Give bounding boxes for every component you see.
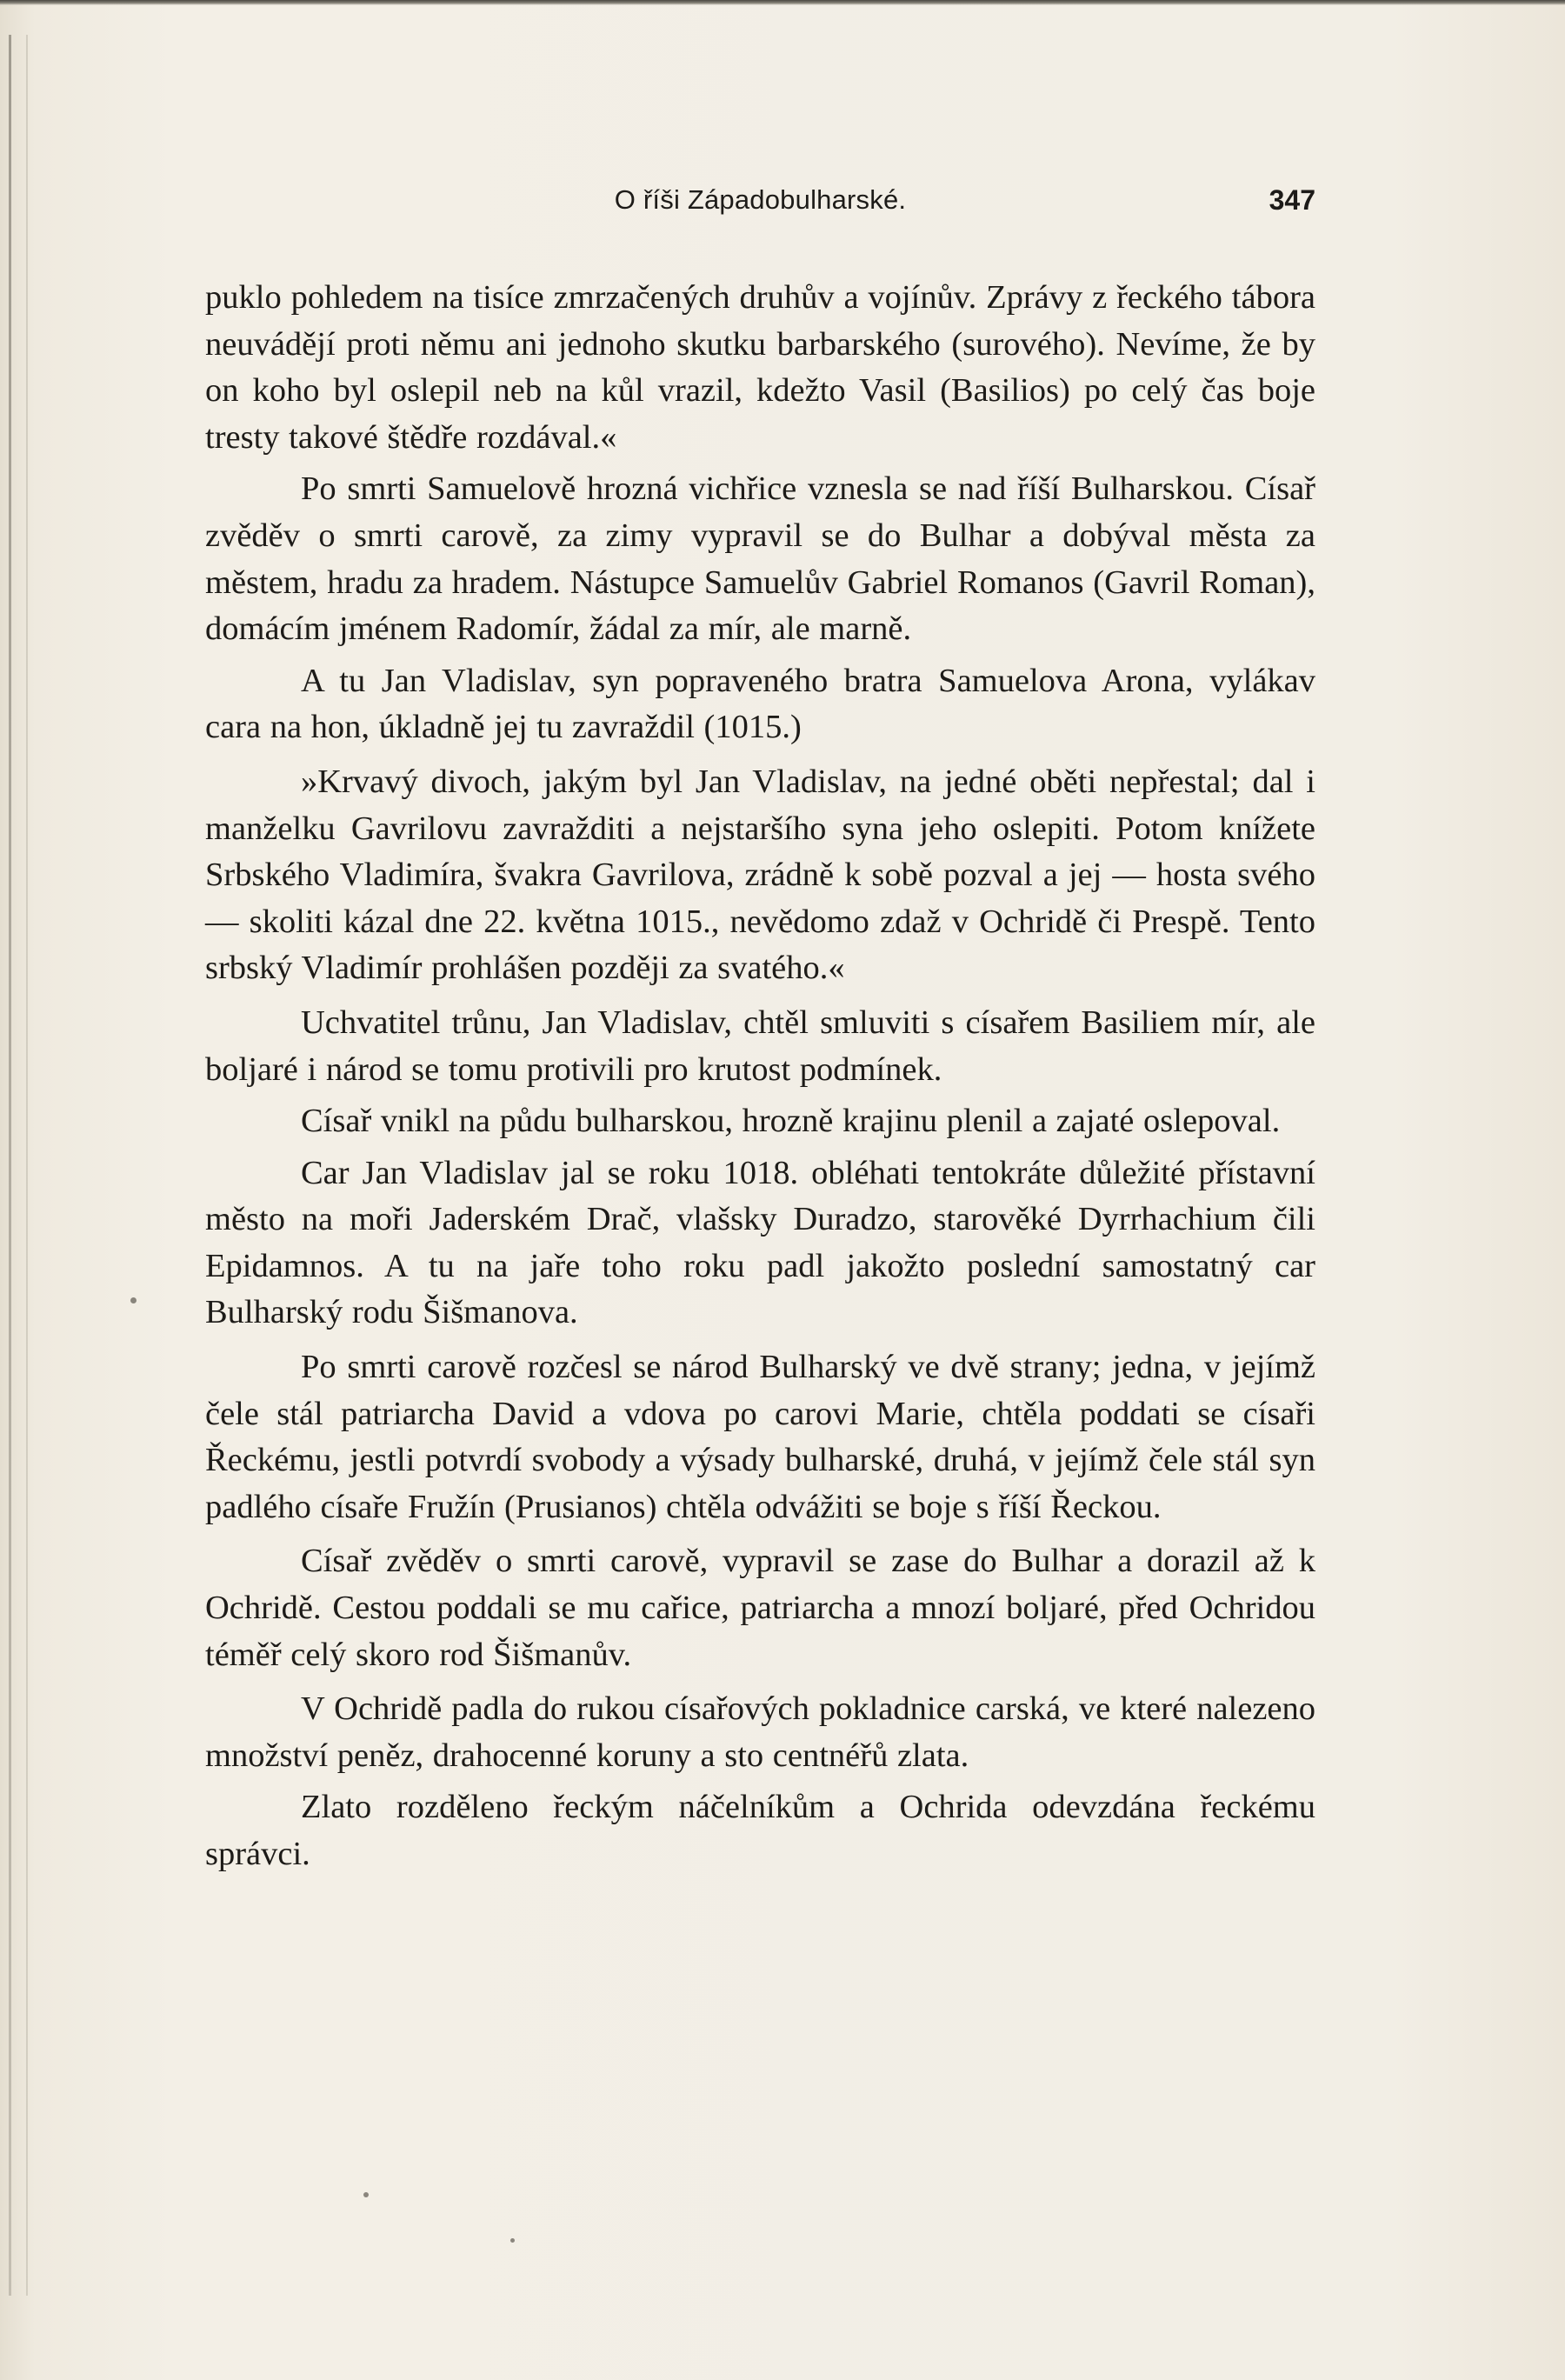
- paragraph-9: Císař zvěděv o smrti carově, vypravil se zase do Bulhar a dorazil až k Ochridě. Cestou poddali se mu cařice, patriarcha a mnozí boljaré, před Ochridou téměř celý skoro rod Šišmanův.: [205, 1543, 1315, 1673]
- paragraph-2: Po smrti Samuelově hrozná vichřice vznesla se nad říší Bulharskou. Císař zvěděv o smrti carově, za zimy vypravil se do Bulhar a dobýval města za městem, hradu za hradem. Nástupce Samuelův Gabriel Romanos (Gavril Roman), domácím jménem Radomír, žádal za mír, ale marně.: [205, 470, 1315, 648]
- ink-speck: [130, 1297, 137, 1303]
- paragraph-8: Po smrti carově rozčesl se národ Bulharský ve dvě strany; jedna, v jejímž čele stál patriarcha David a vdova po carovi Marie, chtěla poddati se císaři Řeckému, jestli potvrdí svobody a výsady bulharské, druhá, v jejímž čele stál syn padlého císaře Fružín (Prusianos) chtěla odvážiti se boje s říší Řeckou.: [205, 1349, 1315, 1525]
- paragraph-1: puklo pohledem na tisíce zmrzačených druhův a vojínův. Zprávy z řeckého tábora neuvádějí proti němu ani jednoho skutku barbarského (surového). Nevíme, že by on koho byl oslepil neb na kůl vrazil, kdežto Vasil (Basilios) po celý čas boje tresty takové štědře rozdával.«: [205, 279, 1315, 456]
- paragraph-7: Car Jan Vladislav jal se roku 1018. obléhati tentokráte důležité přístavní město na moři Jaderském Drač, vlašsky Duradzo, starověké Dyrrhachium čili Epidamnos. A tu na jaře toho roku padl jakožto poslední samostatný car Bulharský rodu Šišmanova.: [205, 1154, 1315, 1331]
- running-title: O říši Západobulharské.: [614, 184, 907, 215]
- paragraph-11: Zlato rozděleno řeckým náčelníkům a Ochrida odevzdána řeckému správci.: [205, 1789, 1315, 1872]
- page-top-edge: [0, 0, 1565, 5]
- ink-speck: [510, 2238, 515, 2243]
- body-text: [205, 275, 1315, 1878]
- paragraph-3: A tu Jan Vladislav, syn popraveného bratra Samuelova Arona, vylákav cara na hon, úkladně jej tu zavraždil (1015.): [205, 662, 1315, 746]
- paragraph-6: Císař vnikl na půdu bulharskou, hrozně krajinu plenil a zajaté oslepoval.: [301, 1103, 1281, 1140]
- paragraph-10: V Ochridě padla do rukou císařových pokladnice carská, ve které nalezeno množství peněz, drahocenné koruny a sto centnéřů zlata.: [205, 1690, 1315, 1774]
- page-number: 347: [1269, 184, 1315, 216]
- paragraph-5: Uchvatitel trůnu, Jan Vladislav, chtěl smluviti s císařem Basiliem mír, ale boljaré i národ se tomu protivili pro krutost podmínek.: [205, 1003, 1315, 1088]
- paragraph-4: »Krvavý divoch, jakým byl Jan Vladislav, na jedné oběti nepřestal; dal i manželku Gavrilovu zavražditi a nejstaršího syna jeho oslepiti. Potom knížete Srbského Vladimíra, švakra Gavrilova, zrádně k sobě pozval a jej — hosta svého — skoliti kázal dne 22. května 1015., nevědomo zdaž v Ochridě či Prespě. Tento srbský Vladimír prohlášen později za svatého.«: [205, 763, 1315, 987]
- binding-shadow: [9, 35, 11, 2296]
- ink-speck: [363, 2192, 369, 2197]
- binding-shadow-inner: [26, 35, 28, 2296]
- page-header: [205, 184, 1315, 228]
